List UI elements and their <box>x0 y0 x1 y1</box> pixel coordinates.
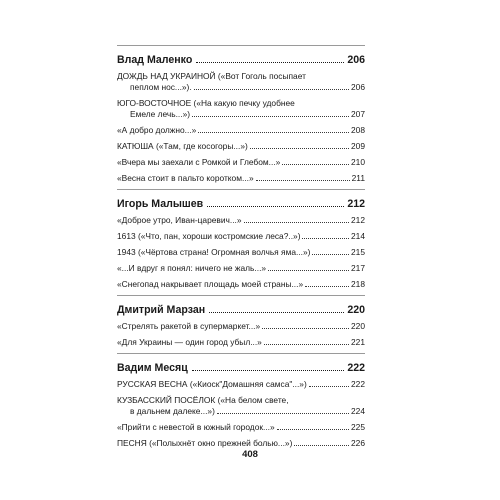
toc-entry <box>117 279 365 290</box>
entry-title: пеплом нос...»). <box>130 82 192 92</box>
entry-title: ПЕСНЯ («Полыхнёт окно прежней болью...») <box>117 438 293 448</box>
table-of-contents <box>117 40 365 454</box>
dot-leader <box>244 222 349 223</box>
dot-leader <box>305 286 349 287</box>
toc-entry <box>117 438 365 449</box>
entry-page: 209 <box>351 141 365 151</box>
dot-leader <box>209 312 344 313</box>
entry-page: 221 <box>351 337 365 347</box>
toc-entry <box>117 71 365 93</box>
entry-page: 224 <box>351 406 365 416</box>
entry-title: «Весна стоит в пальто коротком...» <box>117 173 254 183</box>
dot-leader <box>250 148 349 149</box>
entry-line <box>117 395 365 406</box>
dot-leader <box>198 132 349 133</box>
section-divider <box>117 189 365 190</box>
dot-leader <box>207 206 344 207</box>
entry-line <box>117 231 365 242</box>
page-number: 408 <box>242 449 258 460</box>
toc-entry <box>117 379 365 390</box>
entry-line <box>117 109 365 120</box>
entry-page: 208 <box>351 125 365 135</box>
toc-section <box>117 45 365 184</box>
entry-page: 215 <box>351 247 365 257</box>
author-page: 220 <box>347 304 365 316</box>
dot-leader <box>192 116 349 117</box>
author-name: Вадим Месяц <box>117 362 188 374</box>
entry-title: КАТЮША («Там, где косогоры...») <box>117 141 248 151</box>
entry-title: «А добро должно...» <box>117 125 197 135</box>
entry-page: 212 <box>351 215 365 225</box>
entry-line <box>117 157 365 168</box>
entry-line <box>117 141 365 152</box>
dot-leader <box>302 238 349 239</box>
author-name: Дмитрий Марзан <box>117 304 206 316</box>
dot-leader <box>194 89 349 90</box>
entry-title: в дальнем далеке...») <box>130 406 215 416</box>
toc-entry <box>117 141 365 152</box>
entry-line <box>117 422 365 433</box>
entry-title: «Для Украины — один город убыл...» <box>117 337 262 347</box>
entry-line <box>117 98 365 109</box>
toc-entry <box>117 321 365 332</box>
toc-entry <box>117 98 365 120</box>
entry-page: 225 <box>351 422 365 432</box>
entry-line <box>117 321 365 332</box>
entry-title: 1943 («Чёртова страна! Огромная волчья яма...») <box>117 247 311 257</box>
toc-entry <box>117 215 365 226</box>
entry-title: КУЗБАССКИЙ ПОСЁЛОК («На белом свете, <box>117 395 289 405</box>
author-heading <box>117 54 365 67</box>
entry-page: 211 <box>351 173 365 183</box>
toc-section <box>117 295 365 348</box>
section-divider <box>117 45 365 46</box>
entry-page: 218 <box>351 279 365 289</box>
toc-entry <box>117 422 365 433</box>
entry-page: 206 <box>351 82 365 92</box>
author-page: 206 <box>347 54 365 66</box>
entry-title: Емеле лечь...») <box>130 109 191 119</box>
author-page: 222 <box>347 362 365 374</box>
toc-section <box>117 353 365 449</box>
toc-entry <box>117 337 365 348</box>
dot-leader <box>294 445 349 446</box>
entry-title: «...И вдруг я понял: ничего не жаль...» <box>117 263 267 273</box>
entry-line <box>117 125 365 136</box>
entry-title: «Прийти с невестой в южный городок...» <box>117 422 275 432</box>
dot-leader <box>196 62 344 63</box>
dot-leader <box>282 164 349 165</box>
entry-line <box>117 279 365 290</box>
entry-page: 214 <box>351 231 365 241</box>
entry-line <box>117 173 365 184</box>
author-heading <box>117 198 365 211</box>
entry-title: ДОЖДЬ НАД УКРАИНОЙ («Вот Гоголь посыпает <box>117 71 306 81</box>
toc-entry <box>117 157 365 168</box>
author-heading <box>117 304 365 317</box>
dot-leader <box>192 370 345 371</box>
entry-line <box>117 337 365 348</box>
entry-page: 222 <box>351 379 365 389</box>
entry-page: 217 <box>351 263 365 273</box>
entry-page: 207 <box>351 109 365 119</box>
entry-title: «Доброе утро, Иван-царевич...» <box>117 215 242 225</box>
dot-leader <box>256 180 350 181</box>
entry-line <box>117 438 365 449</box>
entry-page: 210 <box>351 157 365 167</box>
entry-line <box>117 263 365 274</box>
author-heading <box>117 362 365 375</box>
dot-leader <box>268 270 349 271</box>
entry-page: 226 <box>351 438 365 448</box>
toc-entry <box>117 263 365 274</box>
author-name: Влад Маленко <box>117 54 193 66</box>
toc-entry <box>117 231 365 242</box>
entry-page: 220 <box>351 321 365 331</box>
entry-title: «Вчера мы заехали с Ромкой и Глебом...» <box>117 157 281 167</box>
entry-title: 1613 («Что, пан, хороши костромские леса?..») <box>117 231 301 241</box>
entry-line <box>117 215 365 226</box>
toc-entry <box>117 125 365 136</box>
dot-leader <box>264 344 349 345</box>
dot-leader <box>309 386 349 387</box>
section-divider <box>117 353 365 354</box>
author-name: Игорь Малышев <box>117 198 204 210</box>
section-divider <box>117 295 365 296</box>
entry-title: РУССКАЯ ВЕСНА («Киоск"Домашняя самса"...») <box>117 379 307 389</box>
dot-leader <box>262 328 349 329</box>
entry-line <box>117 82 365 93</box>
entry-line <box>117 247 365 258</box>
dot-leader <box>312 254 349 255</box>
entry-line <box>117 406 365 417</box>
dot-leader <box>217 413 349 414</box>
entry-title: ЮГО-ВОСТОЧНОЕ («На какую печку удобнее <box>117 98 295 108</box>
toc-entry <box>117 247 365 258</box>
entry-title: «Стрелять ракетой в супермаркет...» <box>117 321 261 331</box>
entry-title: «Снегопад накрывает площадь моей страны...» <box>117 279 304 289</box>
entry-line <box>117 71 365 82</box>
entry-line <box>117 379 365 390</box>
toc-entry <box>117 173 365 184</box>
author-page: 212 <box>347 198 365 210</box>
toc-section <box>117 189 365 290</box>
toc-entry <box>117 395 365 417</box>
dot-leader <box>277 429 349 430</box>
